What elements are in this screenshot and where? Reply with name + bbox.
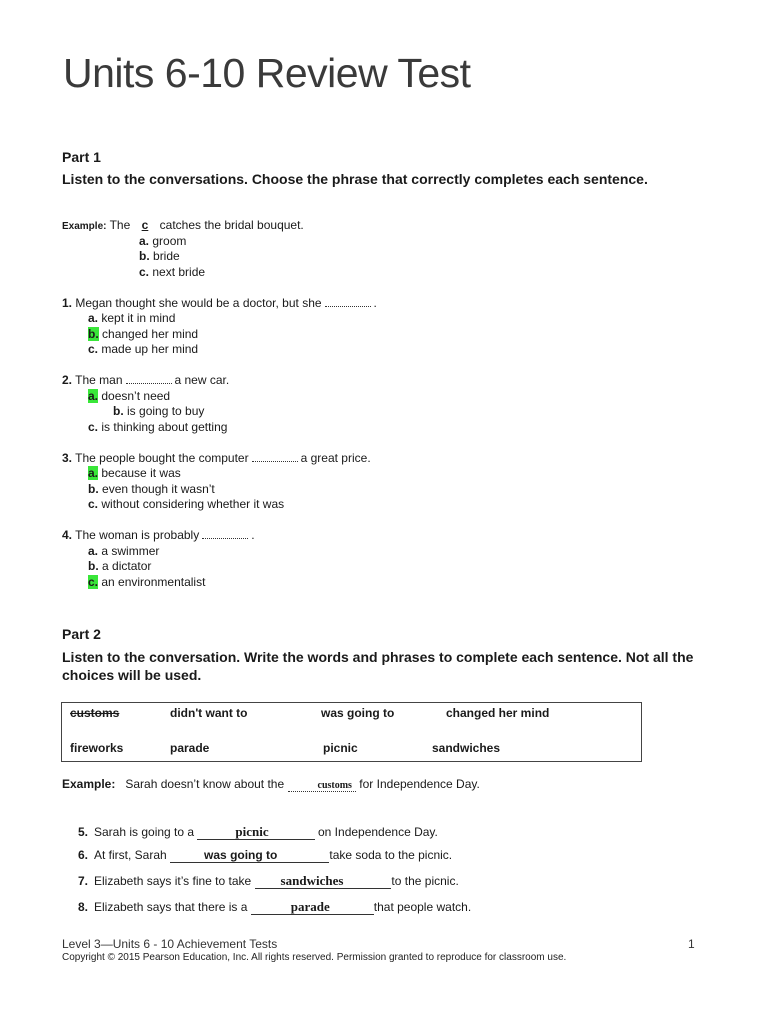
selected-highlight: a. [88,389,99,403]
part1-instructions: Listen to the conversations. Choose the phrase that correctly completes each sentence. [62,171,648,187]
part2-example: Example: Sarah doesn’t know about the customs for Independence Day. [62,777,480,791]
copyright: Copyright © 2015 Pearson Education, Inc. All rights reserved. Permission granted to reproduce for classroom use. [62,952,567,963]
q4-option-b[interactable]: b. a dictator [88,559,152,573]
example-label: Example: [62,221,107,232]
q2-option-b[interactable]: b. is going to buy [113,404,205,418]
part2-heading: Part 2 [62,626,101,642]
word-bank-item: parade [170,741,210,755]
example-option-b: b. bride [139,249,180,263]
q2-option-a[interactable]: a. doesn’t need [88,389,171,403]
answer-blank[interactable] [252,451,298,462]
example-post: catches the bridal bouquet. [159,218,304,232]
question-1: 1. Megan thought she would be a doctor, but she . [62,296,377,310]
example-answer: c [141,218,149,232]
answer-blank[interactable] [325,296,371,307]
q4-option-a[interactable]: a. a swimmer [88,544,160,558]
example-label: Example: [62,777,116,791]
q2-option-c[interactable]: c. is thinking about getting [88,420,228,434]
answer-blank[interactable] [126,373,172,384]
fill-item-8: 8. Elizabeth says that there is a parade that people watch. [77,899,472,914]
part1-heading: Part 1 [62,149,101,165]
word-bank-item: fireworks [70,741,124,755]
q1-option-b[interactable]: b. changed her mind [88,327,199,341]
example-option-a: a. groom [139,234,187,248]
selected-highlight: c. [88,575,99,589]
page-title: Units 6-10 Review Test [63,50,471,96]
q3-option-c[interactable]: c. without considering whether it was [88,497,285,511]
answer-field[interactable]: sandwiches [255,874,392,889]
word-bank-item: customs [70,706,120,720]
q1-option-c[interactable]: c. made up her mind [88,342,199,356]
selected-highlight: a. [88,466,99,480]
fill-item-5: 5. Sarah is going to a picnic on Independence Day. [77,824,438,839]
answer-field[interactable]: was going to [170,848,329,863]
word-bank [61,702,642,762]
q1-option-a[interactable]: a. kept it in mind [88,311,176,325]
fill-item-6: 6. At first, Sarah was going to take soda to the picnic. [77,848,453,862]
question-3: 3. The people bought the computer a great price. [62,451,371,465]
word-bank-item: didn't want to [170,706,248,720]
example-option-c: c. next bride [139,265,206,279]
fill-item-7: 7. Elizabeth says it’s fine to take sandwiches to the picnic. [77,873,459,888]
footer-level: Level 3—Units 6 - 10 Achievement Tests [62,937,278,951]
answer-blank[interactable] [202,528,248,539]
example-answer: customs [288,780,356,792]
word-bank-item: picnic [323,741,358,755]
part2-instructions: Listen to the conversation. Write the words and phrases to complete each sentence. Not all the choices will be used. [62,649,694,683]
page-number: 1 [688,937,695,951]
question-4: 4. The woman is probably . [62,528,255,542]
part1-example [62,218,304,232]
example-pre: The [109,218,131,232]
selected-highlight: b. [88,327,99,341]
q3-option-b[interactable]: b. even though it wasn’t [88,482,215,496]
word-bank-item: was going to [321,706,395,720]
answer-field[interactable]: parade [251,900,374,915]
q3-option-a[interactable]: a. because it was [88,466,181,480]
word-bank-item: changed her mind [446,706,550,720]
q4-option-c[interactable]: c. an environmentalist [88,575,206,589]
question-2: 2. The man a new car. [62,373,230,387]
answer-field[interactable]: picnic [197,825,314,840]
word-bank-item: sandwiches [432,741,501,755]
